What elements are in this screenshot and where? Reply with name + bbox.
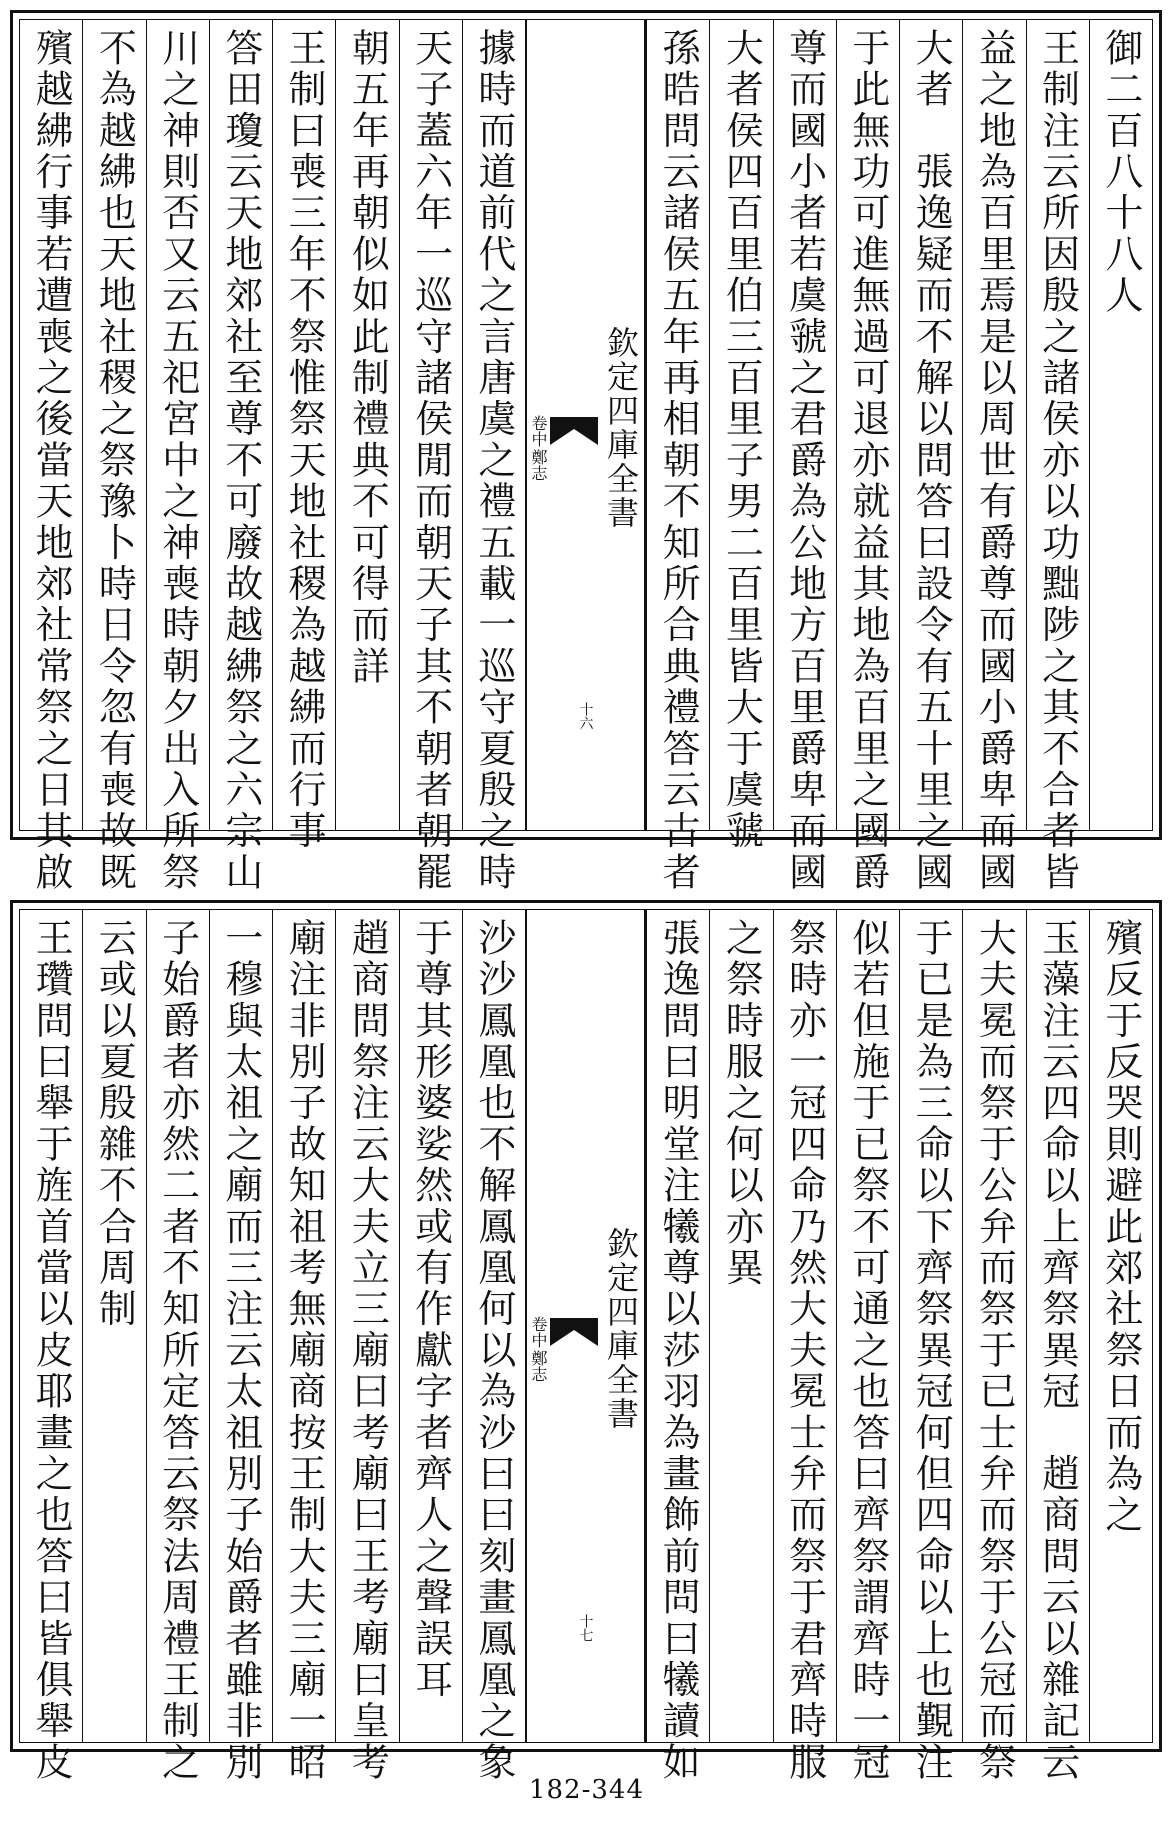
column-text: 殯反于反哭則避此郊社祭日而為之 [1098, 918, 1143, 1536]
text-column [773, 910, 836, 1784]
column-text: 大者 張逸疑而不解以問答曰設令有五十里之國 [909, 28, 954, 894]
text-column [646, 910, 709, 1784]
column-text: 張逸問曰明堂注犧尊以莎羽為畫飾前問曰犧讀如 [656, 918, 701, 1784]
column-text: 沙沙鳳凰也不解鳳凰何以為沙曰曰刻畫鳳凰之象 [471, 918, 516, 1784]
volume-name: 卷中 [529, 415, 548, 447]
volume-name: 卷中 [529, 1316, 548, 1348]
center-margin [525, 20, 646, 830]
text-column [146, 20, 209, 894]
text-column [399, 910, 462, 1742]
folio-number: 十六 [577, 702, 594, 730]
page-number-footer: 182-344 [528, 1775, 645, 1805]
column-text: 于已是為三命以下齊祭異冠何但四命以上也覲注 [909, 918, 954, 1784]
text-column [1026, 910, 1089, 1784]
book-name: 鄭志 [529, 1350, 548, 1382]
center-title: 欽定四庫全書 [602, 1227, 640, 1431]
book-name: 鄭志 [529, 449, 548, 481]
top-page-panel [10, 10, 1162, 894]
text-column [773, 20, 836, 894]
column-text: 于此無功可進無過可退亦就益其地為百里之國爵 [845, 28, 890, 894]
fish-tail-mark-icon [550, 417, 598, 445]
text-column [1089, 910, 1152, 1742]
bottom-page-panel [10, 900, 1162, 1784]
column-text: 殯越紼行事若遭喪之後當天地郊社常祭之日其啟 [29, 28, 74, 894]
text-column [82, 910, 145, 1742]
column-text: 御二百八十八人 [1098, 28, 1143, 317]
text-column [335, 910, 398, 1784]
column-text: 孫晧問云諸侯五年再相朝不知所合典禮答云古者 [656, 28, 701, 894]
text-column [209, 20, 272, 894]
text-column [20, 20, 82, 894]
text-column [836, 910, 899, 1784]
column-text: 于尊其形婆娑然或有作獻字者齊人之聲誤耳 [408, 918, 453, 1701]
text-column [1089, 20, 1152, 830]
column-text: 祭時亦一冠四命乃然大夫冕士弁而祭于君齊時服 [782, 918, 827, 1784]
column-text: 王制注云所因殷之諸侯亦以功黜陟之其不合者皆 [1035, 28, 1080, 894]
column-text: 似若但施于已祭不可通之也答曰齊祭謂齊時一冠 [845, 918, 890, 1784]
text-column [1026, 20, 1089, 894]
text-column [272, 20, 335, 852]
column-text: 據時而道前代之言唐虞之禮五載一巡守夏殷之時 [471, 28, 516, 894]
column-text: 天子蓋六年一巡守諸侯閒而朝天子其不朝者朝罷 [408, 28, 453, 894]
text-column [20, 910, 82, 1784]
text-column [335, 20, 398, 830]
text-column [646, 20, 709, 894]
text-column [899, 910, 962, 1784]
column-text: 玉藻注云四命以上齊祭異冠 趙商問云以雜記云 [1035, 918, 1080, 1784]
text-column [709, 20, 772, 852]
text-column [962, 20, 1025, 894]
bottom-page-frame [19, 909, 1153, 1784]
column-text: 益之地為百里焉是以周世有爵尊而國小爵卑而國 [972, 28, 1017, 894]
text-column [709, 910, 772, 1742]
volume-label [527, 1316, 550, 1382]
text-column [82, 20, 145, 894]
text-column [146, 910, 209, 1784]
text-column [962, 910, 1025, 1784]
column-text: 王制曰喪三年不祭惟祭天地社稷為越紼而行事 [282, 28, 327, 852]
column-text: 子始爵者亦然二者不知所定答云祭法周禮王制之 [155, 918, 200, 1784]
text-column [462, 910, 525, 1784]
column-text: 王瓚問曰舉于旌首當以皮耶畫之也答曰皆俱舉皮 [29, 918, 74, 1784]
column-text: 廟注非別子故知祖考無廟商按王制大夫三廟一昭 [282, 918, 327, 1784]
column-text: 大夫冕而祭于公弁而祭于已士弁而祭于公冠而祭 [972, 918, 1017, 1784]
top-page-frame [19, 19, 1153, 894]
column-text: 不為越紼也天地社稷之祭豫卜時日令忽有喪故既 [92, 28, 137, 894]
fish-tail-mark-icon [550, 1318, 598, 1346]
text-column [209, 910, 272, 1784]
column-text: 云或以夏殷雜不合周制 [92, 918, 137, 1330]
column-text: 川之神則否又云五祀宮中之神喪時朝夕出入所祭 [155, 28, 200, 894]
column-text: 答田瓊云天地郊社至尊不可廢故越紼祭之六宗山 [218, 28, 263, 894]
text-column [462, 20, 525, 894]
text-column [399, 20, 462, 894]
text-column [899, 20, 962, 894]
column-text: 之祭時服之何以亦異 [719, 918, 764, 1289]
center-margin [525, 910, 646, 1742]
column-text: 朝五年再朝似如此制禮典不可得而詳 [345, 28, 390, 688]
column-text: 大者侯四百里伯三百里子男二百里皆大于虞虢 [719, 28, 764, 852]
column-text: 尊而國小者若虞虢之君爵為公地方百里爵卑而國 [782, 28, 827, 894]
text-column [272, 910, 335, 1784]
text-column [836, 20, 899, 894]
volume-label [527, 415, 550, 481]
center-title: 欽定四庫全書 [602, 326, 640, 530]
column-text: 一穆與太祖之廟而三注云太祖別子始爵者雖非別 [218, 918, 263, 1784]
folio-number: 十七 [577, 1614, 594, 1642]
column-text: 趙商問祭注云大夫立三廟曰考廟曰王考廟曰皇考 [345, 918, 390, 1784]
